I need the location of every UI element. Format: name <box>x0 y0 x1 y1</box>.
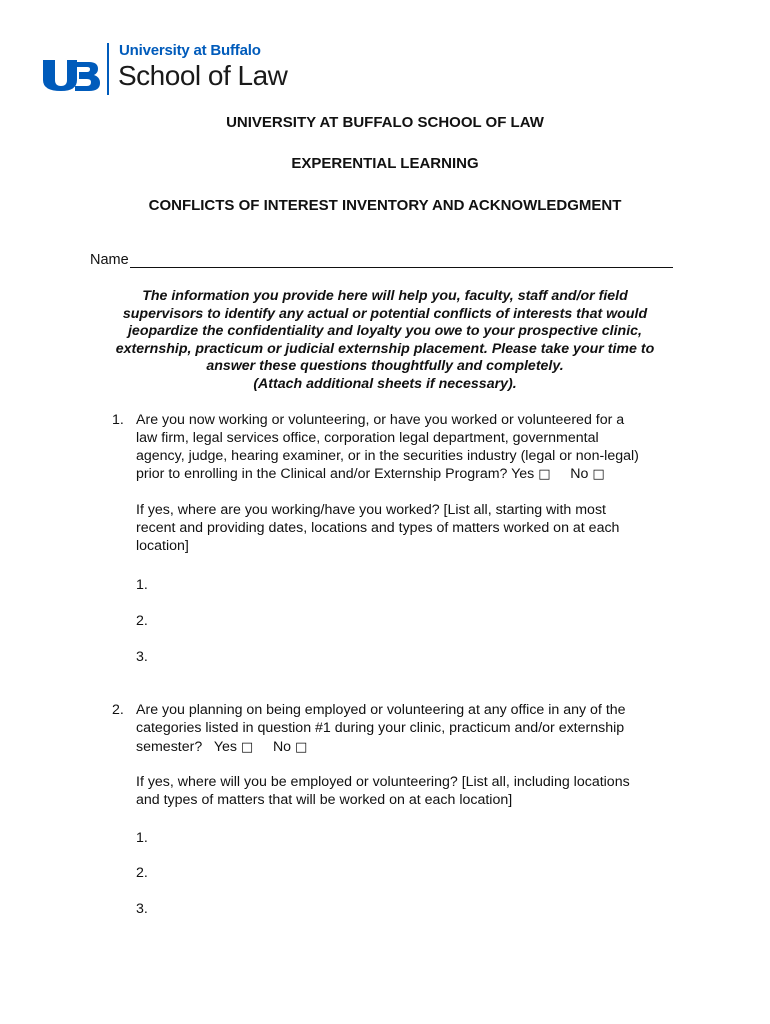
question-line: categories listed in question #1 during your clinic, practicum and/or externship <box>136 719 625 736</box>
intro-line: The information you provide here will help you, faculty, staff and/or field <box>142 288 628 304</box>
question-number: 1. <box>112 412 124 428</box>
answer-slot-3[interactable]: 3. <box>136 649 148 665</box>
followup-line: recent and providing dates, locations and types of matters worked on at each <box>136 519 620 536</box>
no-label: No <box>272 738 292 755</box>
ub-monogram-icon <box>41 58 101 92</box>
intro-line: jeopardize the confidentiality and loyalty you owe to your prospective clinic, <box>127 323 642 340</box>
answer-slot-2[interactable]: 2. <box>136 613 148 629</box>
yes-label: Yes <box>213 738 237 755</box>
question-line: semester? <box>136 738 203 755</box>
intro-line: answer these questions thoughtfully and completely. <box>206 358 564 375</box>
answer-slot-2[interactable]: 2. <box>136 865 148 881</box>
logo-school-text: School of Law <box>118 60 288 91</box>
intro-paragraph <box>90 288 680 394</box>
followup-line: If yes, where are you working/have you worked? [List all, starting with most <box>136 502 606 519</box>
no-checkbox[interactable]: □ <box>592 467 605 483</box>
intro-line: (Attach additional sheets if necessary). <box>253 375 517 392</box>
logo-university-text: University at Buffalo <box>119 42 261 59</box>
yes-checkbox[interactable]: □ <box>538 467 551 483</box>
question-line-with-choices <box>136 739 696 757</box>
name-underline[interactable] <box>130 253 673 268</box>
no-label: No <box>570 466 589 483</box>
ub-law-logo <box>41 41 301 97</box>
question-line: Are you planning on being employed or volunteering at any office in any of the <box>136 702 626 718</box>
yes-checkbox[interactable]: □ <box>240 739 254 755</box>
intro-line: supervisors to identify any actual or potential conflicts of interests that would <box>122 305 648 322</box>
answer-slot-1[interactable]: 1. <box>136 830 148 846</box>
question-line: agency, judge, hearing examiner, or in the securities industry (legal or non-legal) <box>136 447 639 464</box>
followup-line: If yes, where will you be employed or volunteering? [List all, including locations <box>136 774 630 791</box>
followup-line: location] <box>136 537 189 554</box>
question-line: law firm, legal services office, corporation legal department, governmental <box>136 429 599 446</box>
logo-divider <box>107 43 109 95</box>
followup-line: and types of matters that will be worked on at each location] <box>136 792 513 809</box>
heading-program: EXPERENTIAL LEARNING <box>291 155 479 172</box>
intro-line: externship, practicum or judicial externship placement. Please take your time to <box>115 340 655 357</box>
yes-label: Yes <box>511 466 535 483</box>
question-number: 2. <box>112 702 124 718</box>
heading-form-title: CONFLICTS OF INTEREST INVENTORY AND ACKNOWLEDGMENT <box>148 197 622 214</box>
answer-slot-1[interactable]: 1. <box>136 577 148 593</box>
name-label: Name <box>90 252 129 268</box>
answer-slot-3[interactable]: 3. <box>136 901 148 917</box>
question-line-with-choices <box>136 466 696 484</box>
question-line: prior to enrolling in the Clinical and/or Externship Program? <box>136 466 508 483</box>
question-line: Are you now working or volunteering, or have you worked or volunteered for a <box>136 412 625 428</box>
name-field[interactable] <box>90 252 673 268</box>
heading-university: UNIVERSITY AT BUFFALO SCHOOL OF LAW <box>226 114 544 131</box>
no-checkbox[interactable]: □ <box>295 739 308 755</box>
